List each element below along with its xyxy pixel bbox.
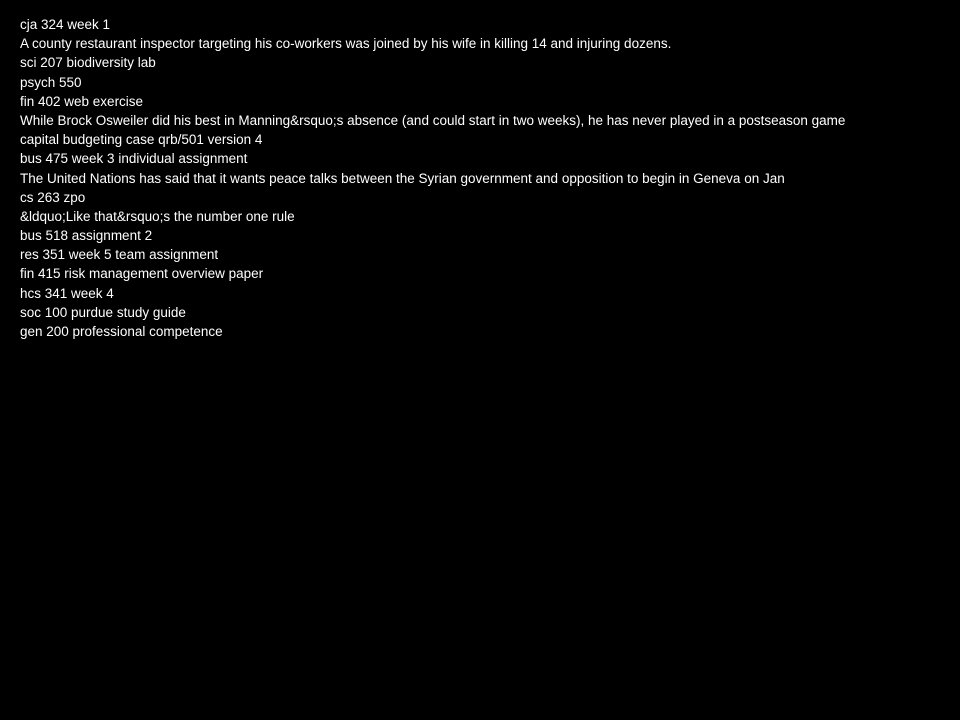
text-line: The United Nations has said that it wants peace talks between the Syrian government and opposition to begin in Geneva on Jan <box>20 170 785 186</box>
text-line: capital budgeting case qrb/501 version 4 <box>20 132 263 148</box>
text-line: soc 100 purdue study guide <box>20 304 186 320</box>
text-line: &ldquo;Like that&rsquo;s the number one rule <box>20 208 295 224</box>
text-line: cja 324 week 1 <box>20 17 111 32</box>
text-line: bus 518 assignment 2 <box>20 228 153 244</box>
text-line: fin 402 web exercise <box>20 93 144 109</box>
text-line: sci 207 biodiversity lab <box>20 55 156 71</box>
text-line: hcs 341 week 4 <box>20 285 114 301</box>
text-line: gen 200 professional competence <box>20 324 223 339</box>
text-line: A county restaurant inspector targeting his co-workers was joined by his wife in killing 14 and injuring dozens. <box>20 36 672 52</box>
text-line: bus 475 week 3 individual assignment <box>20 151 248 167</box>
text-line: psych 550 <box>20 74 82 90</box>
text-line: While Brock Osweiler did his best in Manning&rsquo;s absence (and could start in two weeks), he has never played in a postseason game <box>20 112 846 128</box>
text-line: fin 415 risk management overview paper <box>20 266 264 282</box>
text-lines <box>20 15 960 341</box>
text-line: cs 263 zpo <box>20 189 86 205</box>
text-line: res 351 week 5 team assignment <box>20 247 219 263</box>
